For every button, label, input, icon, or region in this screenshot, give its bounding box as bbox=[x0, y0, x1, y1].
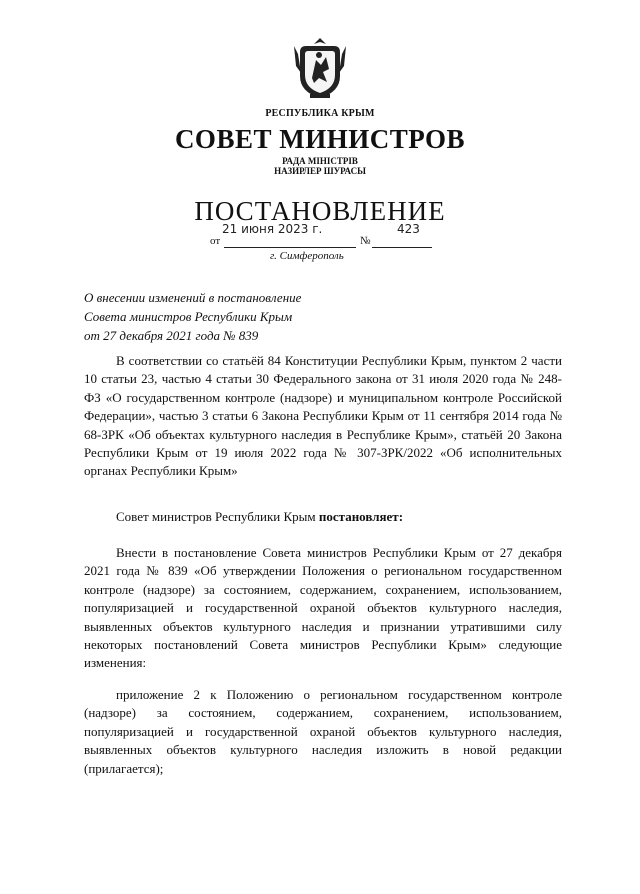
emblem-shape bbox=[292, 34, 348, 102]
subject-line-3: от 27 декабря 2021 года № 839 bbox=[84, 328, 259, 343]
city: г. Симферополь bbox=[270, 250, 344, 262]
council-title-crimean-tatar: НАЗИРЛЕР ШУРАСЫ bbox=[274, 166, 366, 176]
number-underline bbox=[372, 247, 432, 248]
republic-name: РЕСПУБЛИКА КРЫМ bbox=[265, 108, 375, 119]
crimea-coat-of-arms-icon bbox=[292, 34, 348, 102]
legal-basis-paragraph: В соответствии со статьёй 84 Конституции Республики Крым, пунктом 2 части 10 статьи 23, частью 4 статьи 30 Федерального закона от 31 июля 2020 года № 248-ФЗ «О государственном контроле (надзоре) и муниципальном контроле Российской Федерации», частью 3 статьи 6 Закона Республики Крым от 11 сентября 2014 года № 68-ЗРК «Об объектах культурного наследия в Республике Крым», статьёй 20 Закона Республики Крым от 19 июля 2022 года № 307-ЗРК/2022 «Об исполнительных органах Республики Крым» bbox=[84, 353, 562, 479]
council-title: СОВЕТ МИНИСТРОВ bbox=[174, 124, 466, 154]
resolution-keyword: постановляет: bbox=[318, 509, 404, 524]
amendment-paragraph: Внести в постановление Совета министров Республики Крым от 27 декабря 2021 года № 839 «Об утверждении Положения о региональном государственном контроле (надзоре) за состоянием, содержанием, сохранением, использованием, популяризацией и государственной охраной объектов культурного наследия, выявленных объектов культурного наследия и признании утратившими силу некоторых постановлений Совета министров Республики Крым» следующие изменения: bbox=[84, 545, 562, 671]
number-sign: № bbox=[360, 235, 371, 247]
appendix-change-paragraph: приложение 2 к Положению о региональном государственном контроле (надзоре) за состоянием, содержанием, сохранением, использованием, популяризацией и государственной охраной объектов культурного наследия, выявленных объектов культурного наследия изложить в новой редакции (прилагается); bbox=[84, 687, 562, 776]
decree-subject bbox=[84, 288, 404, 345]
decree-date: 21 июня 2023 г. bbox=[222, 222, 323, 236]
subject-line-1: О внесении изменений в постановление bbox=[84, 290, 302, 305]
subject-line-2: Совета министров Республики Крым bbox=[84, 309, 293, 324]
resolution-paragraph bbox=[84, 508, 562, 526]
resolution-text: Совет министров Республики Крым bbox=[116, 509, 319, 524]
council-title-ukrainian: РАДА МІНІСТРІВ bbox=[282, 156, 358, 166]
date-underline bbox=[224, 247, 356, 248]
decree-number: 423 bbox=[397, 222, 420, 236]
date-prefix: от bbox=[210, 235, 221, 247]
document-type-title: ПОСТАНОВЛЕНИЕ bbox=[194, 196, 446, 226]
